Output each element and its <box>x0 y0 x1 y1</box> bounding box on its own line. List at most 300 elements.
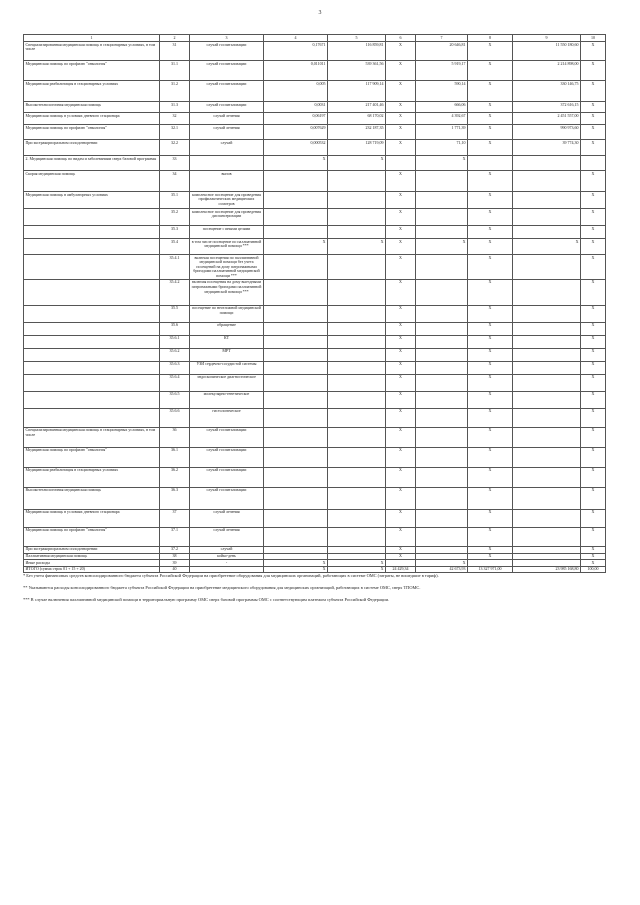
cell-row-number: 35.6 <box>160 322 190 335</box>
cell-oms-total <box>513 467 581 487</box>
cell-cost-per-unit <box>328 391 386 408</box>
cell-cost-per-unit <box>328 255 386 280</box>
cell-budget-total: X <box>468 509 513 527</box>
table-row <box>24 527 606 546</box>
table-row <box>24 553 606 560</box>
cell-volume-per-person <box>264 209 328 226</box>
cell-budget-per-capita <box>386 560 416 567</box>
cell-row-number: 32.2 <box>160 140 190 156</box>
cell-row-number: 35.4.1 <box>160 255 190 280</box>
table-row <box>24 447 606 467</box>
cell-name: Медицинская реабилитация в стационарных условиях <box>24 467 160 487</box>
cell-unit: случай госпитализации <box>190 487 264 509</box>
cell-oms-per-capita <box>416 467 468 487</box>
cell-row-number: 31 <box>160 42 190 61</box>
table-row <box>24 156 606 171</box>
cell-volume-per-person <box>264 279 328 305</box>
cell-unit: случай госпитализации <box>190 102 264 113</box>
cell-cost-per-unit: 217 401,46 <box>328 102 386 113</box>
cell-percent: X <box>581 102 606 113</box>
cell-cost-per-unit <box>328 509 386 527</box>
cell-oms-total <box>513 391 581 408</box>
cell-oms-total <box>513 427 581 447</box>
column-number-cell: 7 <box>416 35 468 42</box>
cell-cost-per-unit <box>328 408 386 427</box>
cell-name: Высокотехнологичная медицинская помощь <box>24 487 160 509</box>
cell-budget-total: X <box>468 140 513 156</box>
cell-name: Высокотехнологичная медицинская помощь <box>24 102 160 113</box>
cell-budget-total: X <box>468 81 513 102</box>
cell-percent: X <box>581 192 606 209</box>
cell-unit: - <box>190 560 264 567</box>
cell-cost-per-unit <box>328 192 386 209</box>
cell-cost-per-unit <box>328 209 386 226</box>
table-row <box>24 226 606 239</box>
cell-budget-per-capita: X <box>386 527 416 546</box>
cell-budget-total: X <box>468 226 513 239</box>
cell-volume-per-person: 0,17671 <box>264 42 328 61</box>
cell-budget-per-capita: X <box>386 546 416 553</box>
cell-cost-per-unit <box>328 279 386 305</box>
cell-name: Медицинская помощь в условиях дневного стационара <box>24 113 160 125</box>
cell-unit: обращение <box>190 322 264 335</box>
cell-row-number: 35.4 <box>160 239 190 255</box>
cell-budget-total: X <box>468 335 513 348</box>
cell-percent: X <box>581 42 606 61</box>
cell-unit: случай лечения <box>190 509 264 527</box>
cell-name <box>24 279 160 305</box>
cell-budget-total: X <box>468 487 513 509</box>
cell-unit: включая посещения на дому выездными патронажными бригадами паллиативной медицинской помощи *** <box>190 279 264 305</box>
cell-row-number: 33 <box>160 156 190 171</box>
column-number-cell: 5 <box>328 35 386 42</box>
cell-budget-per-capita: X <box>386 467 416 487</box>
cell-budget-per-capita: X <box>386 391 416 408</box>
cell-unit: эндоскопическое диагностическое <box>190 374 264 391</box>
cell-unit: вызов <box>190 171 264 192</box>
cell-budget-total: X <box>468 374 513 391</box>
cell-oms-per-capita <box>416 335 468 348</box>
cell-budget-total: X <box>468 322 513 335</box>
cell-oms-total <box>513 527 581 546</box>
cell-percent: X <box>581 322 606 335</box>
table-row <box>24 487 606 509</box>
cell-oms-total: X <box>513 239 581 255</box>
table-row <box>24 42 606 61</box>
cell-name <box>24 239 160 255</box>
cell-budget-per-capita: X <box>386 61 416 81</box>
cell-volume-per-person <box>264 226 328 239</box>
cell-unit: посещение по неотложной медицинской помощи <box>190 305 264 322</box>
cell-oms-per-capita <box>416 226 468 239</box>
cell-name: Иные расходы <box>24 560 160 567</box>
cell-unit: МРТ <box>190 348 264 361</box>
cell-oms-total <box>513 322 581 335</box>
cell-percent: X <box>581 226 606 239</box>
cell-oms-total <box>513 226 581 239</box>
cell-budget-total: 13 327 971,00 <box>468 566 513 573</box>
cell-cost-per-unit: 117 909,14 <box>328 81 386 102</box>
cell-oms-per-capita: 71,10 <box>416 140 468 156</box>
table-row <box>24 335 606 348</box>
cell-oms-total <box>513 335 581 348</box>
cell-cost-per-unit: 539 361,56 <box>328 61 386 81</box>
cell-volume-per-person: 0,005 <box>264 81 328 102</box>
table-row <box>24 566 606 573</box>
cell-budget-total <box>468 156 513 171</box>
cell-budget-total <box>468 560 513 567</box>
cell-budget-per-capita: X <box>386 447 416 467</box>
table-row <box>24 391 606 408</box>
cell-budget-total: X <box>468 408 513 427</box>
cell-row-number: 35.6.5 <box>160 391 190 408</box>
cell-unit: включая посещения по паллиативной медицинской помощи без учета посещений на дому патронажными бригадами паллиативной медицинской помощи *** <box>190 255 264 280</box>
cell-cost-per-unit: X <box>328 239 386 255</box>
cell-oms-per-capita: X <box>416 239 468 255</box>
cell-budget-per-capita: X <box>386 102 416 113</box>
column-number-cell: 10 <box>581 35 606 42</box>
cell-budget-total: X <box>468 467 513 487</box>
cell-cost-per-unit: X <box>328 156 386 171</box>
cell-budget-per-capita: X <box>386 239 416 255</box>
cell-budget-per-capita: X <box>386 171 416 192</box>
cell-name <box>24 255 160 280</box>
cell-budget-total: X <box>468 527 513 546</box>
cell-budget-per-capita: X <box>386 279 416 305</box>
cell-oms-per-capita: 5 919,17 <box>416 61 468 81</box>
table-row <box>24 279 606 305</box>
cell-oms-per-capita <box>416 305 468 322</box>
cell-budget-per-capita <box>386 156 416 171</box>
cell-cost-per-unit <box>328 361 386 374</box>
cell-name <box>24 335 160 348</box>
cell-volume-per-person <box>264 171 328 192</box>
cell-percent: X <box>581 81 606 102</box>
table-row <box>24 374 606 391</box>
cell-cost-per-unit <box>328 348 386 361</box>
cell-oms-total <box>513 348 581 361</box>
cell-name <box>24 348 160 361</box>
column-number-cell: 3 <box>190 35 264 42</box>
cell-volume-per-person: X <box>264 239 328 255</box>
cell-budget-total: X <box>468 113 513 125</box>
cell-cost-per-unit: 68 170,02 <box>328 113 386 125</box>
cell-percent: X <box>581 305 606 322</box>
cell-percent: X <box>581 374 606 391</box>
table-row <box>24 408 606 427</box>
cell-unit <box>190 566 264 573</box>
cell-budget-total: X <box>468 171 513 192</box>
cell-oms-total <box>513 509 581 527</box>
cell-budget-total: X <box>468 427 513 447</box>
cell-unit: комплексное посещение для проведения диспансеризации <box>190 209 264 226</box>
cell-name: Медицинская помощь по профилю "онкология" <box>24 61 160 81</box>
cell-budget-per-capita: X <box>386 374 416 391</box>
table-row <box>24 255 606 280</box>
cell-cost-per-unit: X <box>328 560 386 567</box>
cell-oms-total <box>513 408 581 427</box>
cell-name: Специализированная медицинская помощь в стационарных условиях, в том числе <box>24 42 160 61</box>
cell-row-number: 35.6.4 <box>160 374 190 391</box>
cell-name: Медицинская помощь в амбулаторных условиях <box>24 192 160 209</box>
cell-oms-total <box>513 171 581 192</box>
cell-budget-per-capita: X <box>386 361 416 374</box>
cell-row-number: 36.1 <box>160 447 190 467</box>
cell-budget-total: X <box>468 348 513 361</box>
cell-budget-per-capita: X <box>386 209 416 226</box>
cell-budget-per-capita: X <box>386 509 416 527</box>
cell-name: Скорая медицинская помощь <box>24 171 160 192</box>
cell-volume-per-person <box>264 427 328 447</box>
cell-unit: КТ <box>190 335 264 348</box>
footnotes <box>23 573 605 609</box>
cell-budget-total: X <box>468 447 513 467</box>
table-row <box>24 546 606 553</box>
cell-oms-per-capita: X <box>416 560 468 567</box>
cell-oms-total <box>513 546 581 553</box>
table-row <box>24 348 606 361</box>
cell-cost-per-unit <box>328 487 386 509</box>
cell-budget-per-capita: X <box>386 192 416 209</box>
cell-cost-per-unit <box>328 335 386 348</box>
cell-row-number: 35.6.1 <box>160 335 190 348</box>
cell-oms-per-capita <box>416 171 468 192</box>
cell-name <box>24 226 160 239</box>
cell-budget-total: X <box>468 102 513 113</box>
cell-unit: койко-день <box>190 553 264 560</box>
cell-unit: комплексное посещение для проведения профилактических медицинских осмотров <box>190 192 264 209</box>
cell-volume-per-person <box>264 322 328 335</box>
cell-budget-total: X <box>468 361 513 374</box>
cell-cost-per-unit <box>328 171 386 192</box>
cell-oms-total <box>513 560 581 567</box>
cell-budget-total: X <box>468 239 513 255</box>
cell-oms-total <box>513 361 581 374</box>
cell-row-number: 35.3 <box>160 226 190 239</box>
cell-budget-total: X <box>468 279 513 305</box>
table-row <box>24 467 606 487</box>
table-row <box>24 560 606 567</box>
cell-row-number: 35.6.2 <box>160 348 190 361</box>
cell-oms-per-capita <box>416 408 468 427</box>
cell-budget-per-capita: X <box>386 113 416 125</box>
table-row <box>24 239 606 255</box>
cell-cost-per-unit <box>328 527 386 546</box>
cell-row-number: 32 <box>160 113 190 125</box>
cell-percent: 100,00 <box>581 566 606 573</box>
cell-percent: X <box>581 560 606 567</box>
cell-oms-total: 2 214 898,00 <box>513 61 581 81</box>
cell-unit: гистологическое <box>190 408 264 427</box>
column-number-cell: 4 <box>264 35 328 42</box>
cell-percent: X <box>581 125 606 140</box>
footnote: * Без учета финансовых средств консолидированного бюджета субъекта Российской Федерации на приобретение оборудования для медицинских организаций, работающих в системе ОМС (затраты, не вошедшие в тариф). <box>23 573 439 578</box>
cell-volume-per-person <box>264 527 328 546</box>
cell-cost-per-unit <box>328 322 386 335</box>
cell-oms-per-capita <box>416 255 468 280</box>
cell-percent: X <box>581 447 606 467</box>
cell-budget-per-capita: X <box>386 335 416 348</box>
cell-oms-per-capita <box>416 322 468 335</box>
cell-oms-total: 372 616,15 <box>513 102 581 113</box>
cell-oms-per-capita <box>416 447 468 467</box>
cell-percent: X <box>581 546 606 553</box>
cell-oms-per-capita <box>416 546 468 553</box>
cell-row-number: 31.1 <box>160 61 190 81</box>
cell-unit: случай госпитализации <box>190 81 264 102</box>
cell-budget-total: X <box>468 42 513 61</box>
cell-volume-per-person: 0,007629 <box>264 125 328 140</box>
cell-cost-per-unit: 116 859,81 <box>328 42 386 61</box>
cell-budget-per-capita: X <box>386 348 416 361</box>
cell-unit: случай лечения <box>190 125 264 140</box>
cell-cost-per-unit <box>328 305 386 322</box>
table-row <box>24 102 606 113</box>
cell-volume-per-person <box>264 553 328 560</box>
cell-percent: X <box>581 255 606 280</box>
cell-volume-per-person: X <box>264 566 328 573</box>
cell-oms-per-capita <box>416 427 468 447</box>
table-row <box>24 125 606 140</box>
cell-row-number: 37 <box>160 509 190 527</box>
financing-table <box>23 34 606 573</box>
cell-percent: X <box>581 171 606 192</box>
cell-unit: случай <box>190 546 264 553</box>
cell-row-number: 31.3 <box>160 102 190 113</box>
cell-oms-total <box>513 447 581 467</box>
cell-oms-total <box>513 192 581 209</box>
column-number-cell: 1 <box>24 35 160 42</box>
cell-cost-per-unit <box>328 553 386 560</box>
cell-budget-per-capita: X <box>386 81 416 102</box>
cell-unit: случай госпитализации <box>190 61 264 81</box>
cell-volume-per-person <box>264 361 328 374</box>
cell-name: Паллиативная медицинская помощь <box>24 553 160 560</box>
cell-cost-per-unit: 232 187,35 <box>328 125 386 140</box>
cell-budget-total: X <box>468 209 513 226</box>
cell-oms-total: 330 146,75 <box>513 81 581 102</box>
cell-volume-per-person: 0,011011 <box>264 61 328 81</box>
cell-volume-per-person: 0,06197 <box>264 113 328 125</box>
cell-percent: X <box>581 391 606 408</box>
cell-name: Медицинская реабилитация в стационарных условиях <box>24 81 160 102</box>
cell-unit: случай лечения <box>190 527 264 546</box>
cell-oms-per-capita: 20 646,81 <box>416 42 468 61</box>
cell-name <box>24 361 160 374</box>
cell-percent: X <box>581 113 606 125</box>
cell-budget-per-capita: X <box>386 322 416 335</box>
cell-name: Медицинская помощь по профилю "онкология" <box>24 447 160 467</box>
cell-budget-total: X <box>468 255 513 280</box>
cell-cost-per-unit <box>328 226 386 239</box>
cell-budget-per-capita: X <box>386 408 416 427</box>
cell-percent: X <box>581 239 606 255</box>
cell-oms-total: 23 985 168,80 <box>513 566 581 573</box>
cell-cost-per-unit <box>328 447 386 467</box>
cell-volume-per-person <box>264 487 328 509</box>
cell-name: 2. Медицинская помощь по видам и заболеваниям сверх базовой программы <box>24 156 160 171</box>
cell-oms-per-capita <box>416 192 468 209</box>
cell-oms-per-capita: X <box>416 156 468 171</box>
cell-unit: случай <box>190 140 264 156</box>
cell-percent: X <box>581 209 606 226</box>
table-row <box>24 305 606 322</box>
cell-row-number: 37.2 <box>160 546 190 553</box>
cell-oms-per-capita: 1 771,39 <box>416 125 468 140</box>
cell-budget-per-capita: X <box>386 487 416 509</box>
cell-percent: X <box>581 487 606 509</box>
cell-percent: X <box>581 427 606 447</box>
table-row <box>24 322 606 335</box>
cell-percent: X <box>581 509 606 527</box>
cell-volume-per-person <box>264 305 328 322</box>
cell-budget-total: X <box>468 391 513 408</box>
table-container <box>23 34 605 573</box>
cell-row-number: 39 <box>160 560 190 567</box>
cell-row-number: 36.2 <box>160 467 190 487</box>
cell-unit: случай госпитализации <box>190 467 264 487</box>
cell-percent: X <box>581 467 606 487</box>
cell-oms-per-capita: 42 673,93 <box>416 566 468 573</box>
cell-row-number: 32.1 <box>160 125 190 140</box>
cell-budget-total: X <box>468 61 513 81</box>
cell-oms-total <box>513 255 581 280</box>
cell-unit: случай госпитализации <box>190 427 264 447</box>
cell-volume-per-person <box>264 509 328 527</box>
cell-budget-total: X <box>468 125 513 140</box>
cell-budget-per-capita: X <box>386 125 416 140</box>
cell-unit: молекулярно-генетическое <box>190 391 264 408</box>
cell-budget-total: X <box>468 192 513 209</box>
cell-cost-per-unit <box>328 467 386 487</box>
cell-cost-per-unit <box>328 546 386 553</box>
table-row <box>24 361 606 374</box>
cell-volume-per-person <box>264 255 328 280</box>
table-row <box>24 427 606 447</box>
cell-oms-per-capita <box>416 209 468 226</box>
cell-oms-total <box>513 156 581 171</box>
cell-percent: X <box>581 140 606 156</box>
cell-percent: X <box>581 335 606 348</box>
cell-oms-per-capita <box>416 279 468 305</box>
cell-row-number: 35.4.2 <box>160 279 190 305</box>
cell-oms-per-capita <box>416 391 468 408</box>
cell-oms-per-capita <box>416 527 468 546</box>
cell-volume-per-person <box>264 348 328 361</box>
cell-name <box>24 305 160 322</box>
cell-row-number: 38 <box>160 553 190 560</box>
cell-row-number: 35.5 <box>160 305 190 322</box>
table-row <box>24 81 606 102</box>
cell-unit: случай лечения <box>190 113 264 125</box>
cell-volume-per-person <box>264 447 328 467</box>
table-row <box>24 209 606 226</box>
cell-row-number: 37.1 <box>160 527 190 546</box>
cell-budget-total: X <box>468 546 513 553</box>
cell-budget-per-capita: X <box>386 427 416 447</box>
cell-volume-per-person <box>264 192 328 209</box>
table-row <box>24 61 606 81</box>
cell-row-number: 31.2 <box>160 81 190 102</box>
cell-oms-per-capita <box>416 348 468 361</box>
cell-row-number: 34 <box>160 171 190 192</box>
column-number-cell: 9 <box>513 35 581 42</box>
cell-percent: X <box>581 527 606 546</box>
cell-name: При экстракорпоральном оплодотворении <box>24 546 160 553</box>
cell-unit: УЗИ сердечно-сосудистой системы <box>190 361 264 374</box>
cell-name <box>24 322 160 335</box>
cell-volume-per-person <box>264 374 328 391</box>
